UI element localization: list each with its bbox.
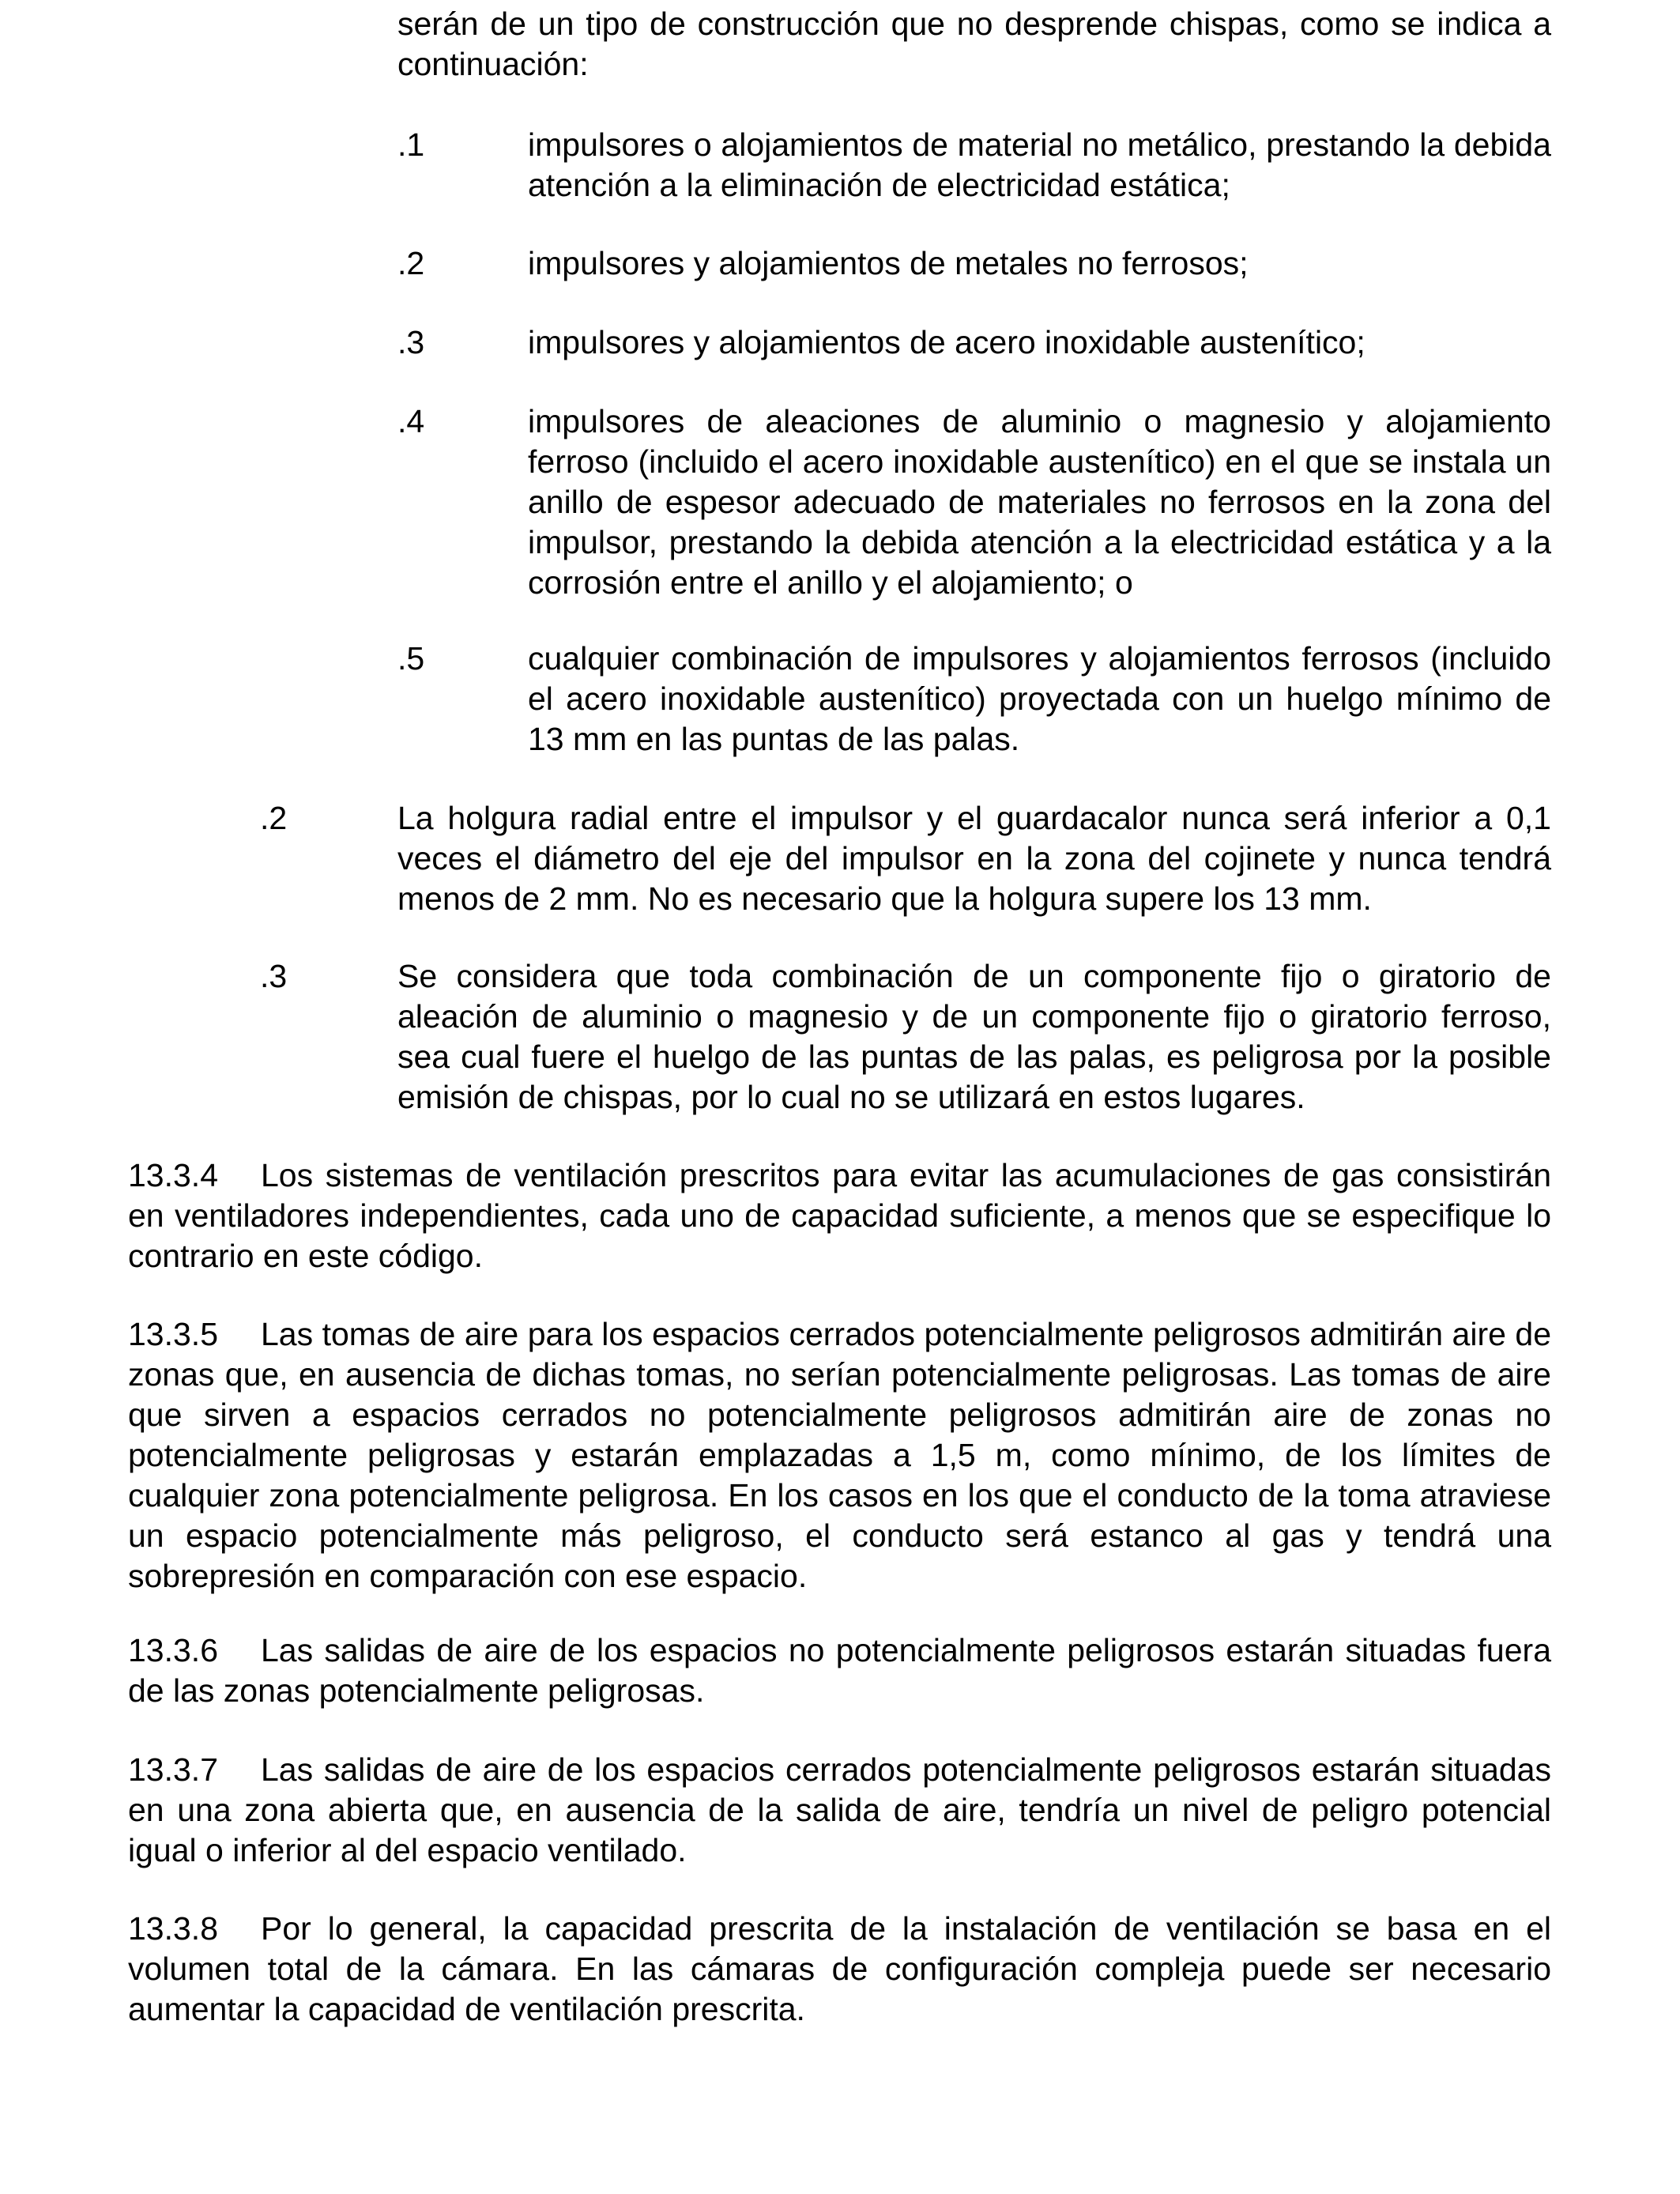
sub-item-text: impulsores y alojamientos de metales no ferrosos;	[528, 245, 1249, 281]
section-number: 13.3.8	[128, 1910, 218, 1947]
section-13-3-4	[128, 1155, 1551, 1276]
item-number: .2	[260, 800, 288, 836]
section-13-3-6	[128, 1630, 1551, 1711]
item-number: .3	[260, 958, 288, 994]
section-text: Las salidas de aire de los espacios no potencialmente peligrosos estarán situadas fuera de las zonas potencialmente peligrosas.	[128, 1632, 1551, 1709]
section-13-3-5	[128, 1314, 1551, 1596]
section-text: Las tomas de aire para los espacios cerrados potencialmente peligrosos admitirán aire de zonas que, en ausencia de dichas tomas, no serían potencialmente peligrosas. Las tomas de aire que sirven a espacios cerrados no potencialmente peligrosos admitirán aire de zonas no potencialmente peligrosas y estarán emplazadas a 1,5 m, como mínimo, de los límites de cualquier zona potencialmente peligrosa. En los casos en los que el conducto de la toma atraviese un espacio potencialmente más peligroso, el conducto será estanco al gas y tendrá una sobrepresión en comparación con ese espacio.	[128, 1316, 1551, 1594]
section-text: Por lo general, la capacidad prescrita de la instalación de ventilación se basa en el volumen total de la cámara. En las cámaras de configuración compleja puede ser necesario aumentar la capacidad de ventilación prescrita.	[128, 1910, 1551, 2027]
intro-paragraph: serán de un tipo de construcción que no desprende chispas, como se indica a continuación:	[397, 6, 1551, 82]
sub-item-text: impulsores y alojamientos de acero inoxidable austenítico;	[528, 324, 1365, 360]
sub-item-text: cualquier combinación de impulsores y alojamientos ferrosos (incluido el acero inoxidable austenítico) proyectada con un huelgo mínimo de 13 mm en las puntas de las palas.	[528, 640, 1551, 757]
sub-item-text: impulsores o alojamientos de material no metálico, prestando la debida atención a la eliminación de electricidad estática;	[528, 126, 1551, 203]
section-number: 13.3.4	[128, 1157, 218, 1193]
sub-item-number: .2	[397, 245, 425, 281]
sub-item-number: .5	[397, 640, 425, 677]
section-13-3-8	[128, 1909, 1551, 2030]
section-number: 13.3.6	[128, 1632, 218, 1668]
section-text: Los sistemas de ventilación prescritos para evitar las acumulaciones de gas consistirán en ventiladores independientes, cada uno de capacidad suficiente, a menos que se especifique lo contrario en este código.	[128, 1157, 1551, 1274]
sub-item-text: impulsores de aleaciones de aluminio o magnesio y alojamiento ferroso (incluido el acero inoxidable austenítico) en el que se instala un anillo de espesor adecuado de materiales no ferrosos en la zona del impulsor, prestando la debida atención a la electricidad estática y a la corrosión entre el anillo y el alojamiento; o	[528, 403, 1551, 601]
sub-item-number: .1	[397, 126, 425, 163]
section-text: Las salidas de aire de los espacios cerrados potencialmente peligrosos estarán situadas en una zona abierta que, en ausencia de la salida de aire, tendría un nivel de peligro potencial igual o inferior al del espacio ventilado.	[128, 1751, 1551, 1868]
item-text: La holgura radial entre el impulsor y el guardacalor nunca será inferior a 0,1 veces el diámetro del eje del impulsor en la zona del cojinete y nunca tendrá menos de 2 mm. No es necesario que la holgura supere los 13 mm.	[397, 800, 1551, 917]
section-number: 13.3.7	[128, 1751, 218, 1788]
item-text: Se considera que toda combinación de un componente fijo o giratorio de aleación de aluminio o magnesio y de un componente fijo o giratorio ferroso, sea cual fuere el huelgo de las puntas de las palas, es peligrosa por la posible emisión de chispas, por lo cual no se utilizará en estos lugares.	[397, 958, 1551, 1115]
section-13-3-7	[128, 1750, 1551, 1871]
section-number: 13.3.5	[128, 1316, 218, 1352]
sub-item-number: .4	[397, 403, 425, 439]
sub-item-number: .3	[397, 324, 425, 360]
